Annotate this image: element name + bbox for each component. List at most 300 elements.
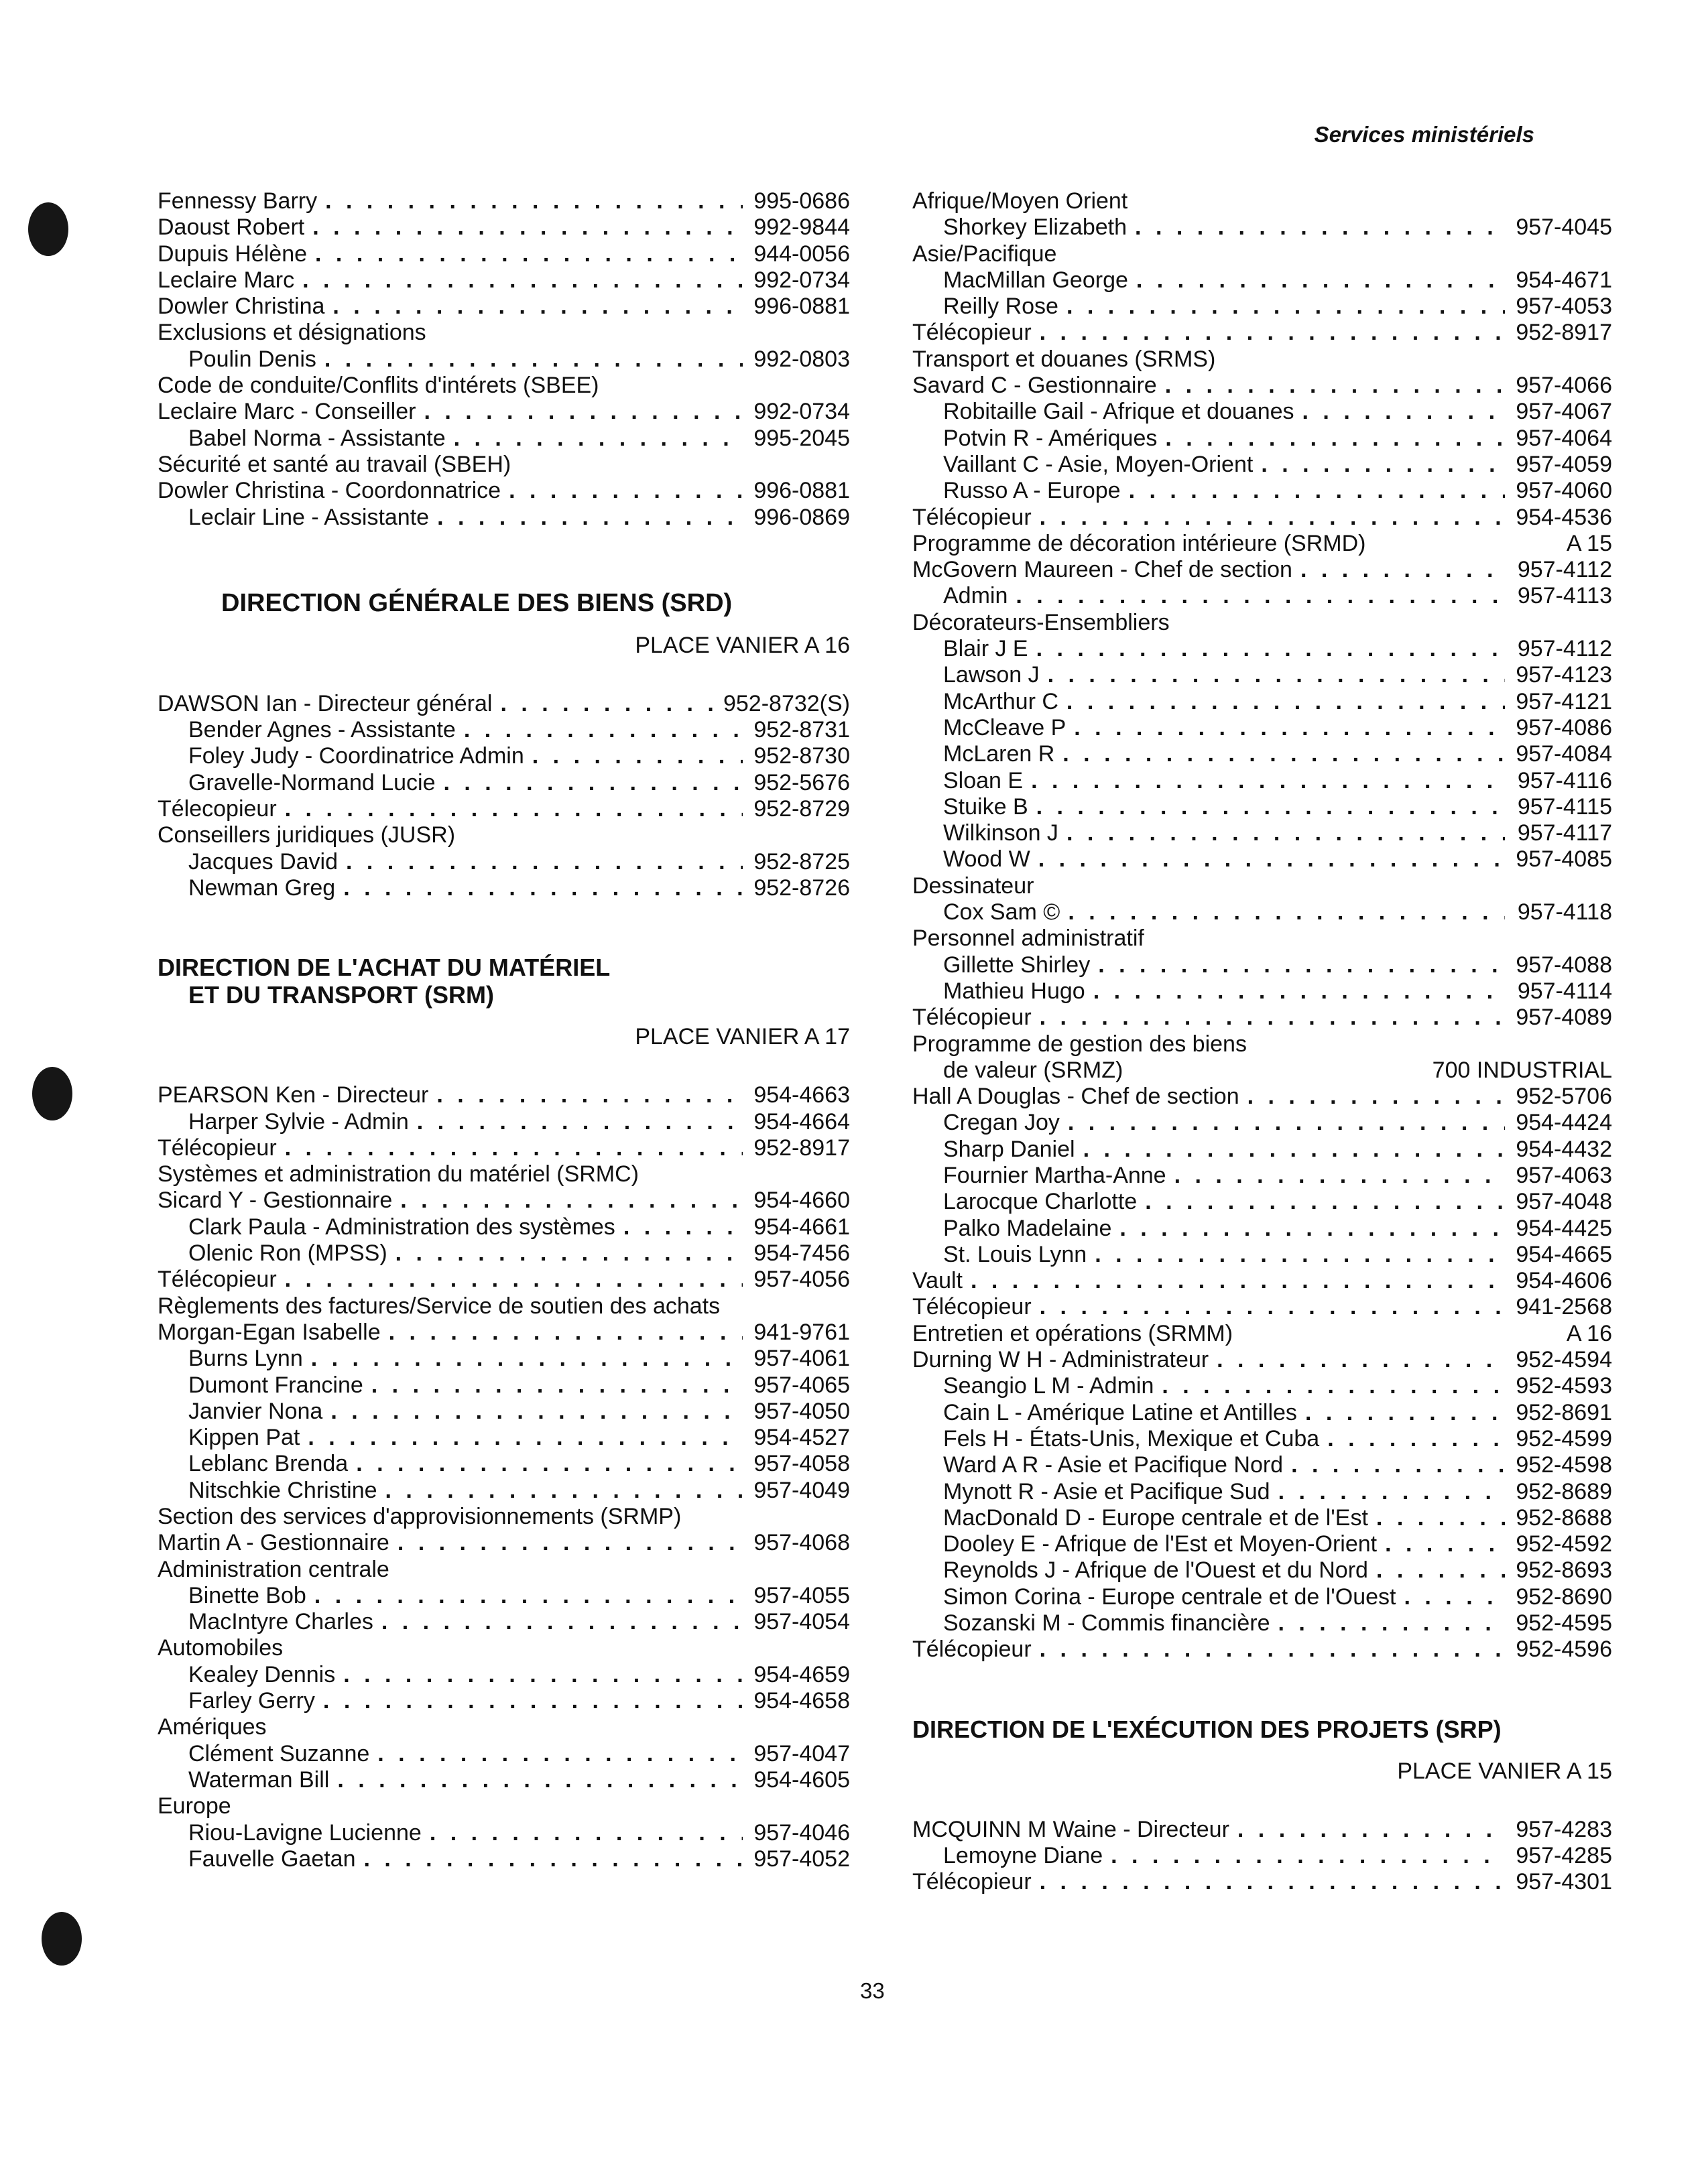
entry-name: Télécopieur xyxy=(912,320,1032,346)
directory-subheading xyxy=(912,241,1612,267)
entry-name: Leclaire Marc xyxy=(158,267,295,293)
dot-leader xyxy=(509,478,743,504)
directory-entry xyxy=(912,1869,1612,1895)
dot-leader xyxy=(436,1082,743,1108)
entry-name: Cregan Joy xyxy=(943,1110,1060,1136)
entry-name: Daoust Robert xyxy=(158,214,305,241)
entry-phone: 952-5676 xyxy=(753,769,850,795)
entry-name: Dupuis Hélène xyxy=(158,241,308,267)
directory-entry xyxy=(912,1373,1612,1399)
dot-leader xyxy=(371,1372,743,1399)
entry-phone: 957-4117 xyxy=(1517,820,1612,846)
entry-phone: 952-8917 xyxy=(753,1135,850,1161)
entry-name: Reilly Rose xyxy=(943,294,1058,320)
directory-entry xyxy=(158,717,850,743)
directory-subheading xyxy=(158,1793,850,1819)
entry-name: Transport et douanes (SRMS) xyxy=(912,346,1216,372)
entry-name: Newman Greg xyxy=(188,875,336,901)
dot-leader xyxy=(311,1346,743,1372)
directory-subheading xyxy=(912,346,1612,373)
directory-subheading xyxy=(912,610,1612,636)
directory-entry xyxy=(158,505,850,531)
entry-phone: 954-4425 xyxy=(1516,1215,1612,1241)
directory-entry xyxy=(158,1346,850,1372)
entry-phone: 957-4086 xyxy=(1516,714,1612,741)
entry-name: Fels H - États-Unis, Mexique et Cuba xyxy=(943,1425,1320,1452)
entry-name: Savard C - Gestionnaire xyxy=(912,373,1157,399)
entry-name: Mathieu Hugo xyxy=(943,978,1085,1004)
dot-leader xyxy=(430,1820,743,1846)
dot-leader xyxy=(312,214,743,241)
entry-phone: 957-4049 xyxy=(753,1477,850,1503)
entry-name: PEARSON Ken - Directeur xyxy=(158,1082,429,1108)
entry-name: Télecopieur xyxy=(158,796,277,822)
dot-leader xyxy=(343,1662,743,1688)
dot-leader xyxy=(417,1109,743,1135)
directory-subheading xyxy=(912,925,1612,952)
directory-subheading xyxy=(158,373,850,399)
entry-name: Kippen Pat xyxy=(188,1425,300,1451)
dot-leader xyxy=(1062,741,1505,767)
directory-entry xyxy=(158,241,850,267)
dot-leader xyxy=(1095,1242,1505,1268)
srd-location: PLACE VANIER A 16 xyxy=(635,632,850,658)
entry-name: MacMillan George xyxy=(943,267,1128,293)
directory-entry xyxy=(912,1110,1612,1136)
directory-entry xyxy=(912,1636,1612,1663)
directory-entry xyxy=(912,1584,1612,1610)
entry-name: Sloan E xyxy=(943,767,1024,793)
entry-name: Conseillers juridiques (JUSR) xyxy=(158,822,456,848)
dot-leader xyxy=(971,1268,1505,1294)
entry-phone: 992-9844 xyxy=(753,214,850,241)
entry-name: Sicard Y - Gestionnaire xyxy=(158,1187,393,1214)
entry-name: Clark Paula - Administration des systèmes xyxy=(188,1214,615,1240)
directory-entry xyxy=(158,1609,850,1635)
entry-phone: 700 INDUSTRIAL xyxy=(1432,1057,1612,1083)
entry-phone: 957-4088 xyxy=(1516,952,1612,978)
entry-name: Entretien et opérations (SRMM) xyxy=(912,1320,1233,1346)
entry-name: Reynolds J - Afrique de l'Ouest et du Nord xyxy=(943,1557,1368,1584)
entry-name: Jacques David xyxy=(188,848,339,875)
dot-leader xyxy=(1036,636,1505,662)
dot-leader xyxy=(1016,583,1505,609)
dot-leader xyxy=(1040,320,1505,346)
entry-phone: 941-2568 xyxy=(1516,1294,1612,1320)
directory-entry xyxy=(912,899,1612,925)
dot-leader xyxy=(464,717,743,743)
dot-leader xyxy=(500,691,717,717)
entry-phone: 954-4660 xyxy=(753,1187,850,1214)
dot-leader xyxy=(1327,1426,1505,1452)
directory-entry xyxy=(158,1530,850,1556)
entry-name: Blair J E xyxy=(943,636,1028,662)
directory-entry xyxy=(158,1372,850,1399)
entry-name: Martin A - Gestionnaire xyxy=(158,1530,389,1556)
entry-name: Sharp Daniel xyxy=(943,1136,1075,1162)
directory-entry xyxy=(912,1057,1612,1084)
entry-phone: 952-4599 xyxy=(1516,1425,1612,1452)
directory-entry xyxy=(912,1817,1612,1843)
dot-leader xyxy=(315,241,743,267)
entry-name: Cox Sam © xyxy=(943,899,1060,925)
directory-entry xyxy=(912,636,1612,662)
directory-entry xyxy=(158,691,850,717)
entry-name: Télécopieur xyxy=(912,1294,1032,1320)
entry-name: Exclusions et désignations xyxy=(158,320,426,346)
directory-entry xyxy=(158,1688,850,1714)
directory-entry xyxy=(158,426,850,452)
entry-phone: 941-9761 xyxy=(753,1319,850,1345)
dot-leader xyxy=(623,1214,743,1240)
directory-entry xyxy=(158,770,850,796)
entry-phone: 992-0734 xyxy=(753,267,850,293)
page-header: Services ministériels xyxy=(1314,122,1534,147)
entry-name: Section des services d'approvisionnements (SRMP) xyxy=(158,1503,682,1529)
entry-phone: 957-4050 xyxy=(753,1398,850,1424)
entry-phone: A 15 xyxy=(1566,530,1612,556)
entry-phone: 952-8725 xyxy=(753,848,850,875)
entry-phone: 952-8732(S) xyxy=(723,690,850,716)
directory-entry xyxy=(158,1135,850,1161)
dot-leader xyxy=(1302,399,1505,425)
directory-entry xyxy=(912,715,1612,741)
dot-leader xyxy=(364,1846,743,1872)
directory-entry xyxy=(912,583,1612,609)
directory-entry xyxy=(912,1843,1612,1869)
directory-subheading xyxy=(158,1714,850,1740)
dot-leader xyxy=(1083,1137,1505,1163)
entry-name: DAWSON Ian - Directeur général xyxy=(158,690,493,716)
dot-leader xyxy=(444,770,743,796)
dot-leader xyxy=(330,1399,743,1425)
entry-name: Télécopieur xyxy=(912,1005,1032,1031)
entry-name: Télécopieur xyxy=(912,1636,1032,1663)
entry-name: Poulin Denis xyxy=(188,346,316,372)
entry-name: Simon Corina - Europe centrale et de l'Ouest xyxy=(943,1584,1396,1610)
srm-location: PLACE VANIER A 17 xyxy=(635,1024,850,1050)
entry-name: Lawson J xyxy=(943,662,1040,688)
dot-leader xyxy=(1376,1557,1505,1584)
dot-leader xyxy=(302,267,743,294)
entry-name: Mynott R - Asie et Pacifique Sud xyxy=(943,1478,1270,1504)
entry-name: de valeur (SRMZ) xyxy=(943,1057,1123,1083)
entry-name: Binette Bob xyxy=(188,1582,306,1608)
directory-entry xyxy=(158,1662,850,1688)
directory-entry xyxy=(158,1820,850,1846)
dot-leader xyxy=(308,1425,743,1451)
dot-leader xyxy=(314,1583,743,1609)
directory-entry xyxy=(912,1242,1612,1268)
entry-phone: 957-4056 xyxy=(753,1267,850,1293)
entry-phone: 957-4112 xyxy=(1517,636,1612,662)
directory-subheading xyxy=(912,188,1612,214)
entry-name: Europe xyxy=(158,1793,231,1819)
entry-phone: 952-8726 xyxy=(753,875,850,901)
dot-leader xyxy=(1291,1452,1505,1478)
directory-entry xyxy=(912,768,1612,794)
entry-name: Automobiles xyxy=(158,1635,284,1661)
entry-name: Vaillant C - Asie, Moyen-Orient xyxy=(943,451,1254,477)
entry-name: St. Louis Lynn xyxy=(943,1241,1087,1267)
entry-name: Stuike B xyxy=(943,793,1028,820)
entry-name: Gravelle-Normand Lucie xyxy=(188,769,436,795)
entry-name: McArthur C xyxy=(943,688,1058,714)
entry-name: Fauvelle Gaetan xyxy=(188,1846,356,1872)
entry-name: Sozanski M - Commis financière xyxy=(943,1610,1270,1636)
entry-phone: 952-4592 xyxy=(1516,1531,1612,1557)
dot-leader xyxy=(1068,899,1505,925)
dot-leader xyxy=(1048,662,1505,688)
dot-leader xyxy=(1136,267,1505,294)
dot-leader xyxy=(424,399,743,425)
directory-subheading xyxy=(158,452,850,478)
dot-leader xyxy=(1067,689,1505,715)
entry-name: Nitschkie Christine xyxy=(188,1477,377,1503)
entry-name: McCleave P xyxy=(943,714,1067,741)
entry-phone: 957-4059 xyxy=(1516,451,1612,477)
directory-subheading xyxy=(158,1557,850,1583)
dot-leader xyxy=(1261,452,1505,478)
directory-entry xyxy=(158,1109,850,1135)
entry-name: Cain L - Amérique Latine et Antilles xyxy=(943,1399,1297,1425)
dot-leader xyxy=(1111,1843,1505,1869)
directory-subheading xyxy=(158,1293,850,1320)
directory-entry xyxy=(912,1505,1612,1531)
entry-phone: 957-4066 xyxy=(1516,373,1612,399)
dot-leader xyxy=(1305,1400,1505,1426)
directory-entry xyxy=(912,662,1612,688)
directory-entry xyxy=(158,1187,850,1214)
directory-entry xyxy=(912,1557,1612,1584)
directory-entry xyxy=(912,1400,1612,1426)
entry-phone: 954-4671 xyxy=(1516,267,1612,293)
directory-entry xyxy=(912,1479,1612,1505)
entry-phone: 954-4663 xyxy=(753,1082,850,1108)
dot-leader xyxy=(1040,1869,1505,1895)
entry-name: Fennessy Barry xyxy=(158,188,318,214)
entry-name: Hall A Douglas - Chef de section xyxy=(912,1084,1239,1110)
entry-phone: 952-8729 xyxy=(753,796,850,822)
entry-phone: 957-4115 xyxy=(1517,793,1612,820)
directory-entry xyxy=(158,849,850,875)
entry-phone: 957-4121 xyxy=(1516,688,1612,714)
entry-phone: 957-4052 xyxy=(753,1846,850,1872)
directory-subheading xyxy=(158,1504,850,1530)
directory-entry xyxy=(158,1267,850,1293)
dot-leader xyxy=(285,1267,743,1293)
dot-leader xyxy=(1067,294,1505,320)
directory-entry xyxy=(912,741,1612,767)
directory-entry xyxy=(158,399,850,425)
page-number: 33 xyxy=(860,1978,885,2003)
entry-name: McLaren R xyxy=(943,741,1055,767)
entry-phone: 957-4123 xyxy=(1516,662,1612,688)
dot-leader xyxy=(1376,1505,1505,1531)
entry-name: Kealey Dennis xyxy=(188,1661,336,1687)
entry-phone: 952-8689 xyxy=(1516,1478,1612,1504)
entry-name: Programme de décoration intérieure (SRMD) xyxy=(912,530,1366,556)
entry-phone: 996-0881 xyxy=(753,478,850,504)
entry-phone: 957-4116 xyxy=(1517,767,1612,793)
entry-phone: 954-4659 xyxy=(753,1661,850,1687)
entry-phone: 957-4045 xyxy=(1516,214,1612,241)
srm-title-line1: DIRECTION DE L'ACHAT DU MATÉRIEL xyxy=(158,954,611,982)
entry-name: Télécopieur xyxy=(158,1135,277,1161)
entry-phone: 957-4048 xyxy=(1516,1189,1612,1215)
entry-phone: 954-4536 xyxy=(1516,504,1612,530)
entry-phone: 954-4606 xyxy=(1516,1268,1612,1294)
entry-phone: 952-8731 xyxy=(753,717,850,743)
directory-entry xyxy=(158,1082,850,1108)
entry-name: MacDonald D - Europe centrale et de l'Est xyxy=(943,1504,1368,1531)
directory-entry xyxy=(158,1399,850,1425)
entry-name: Clément Suzanne xyxy=(188,1740,370,1767)
dot-leader xyxy=(1040,505,1505,531)
dot-leader xyxy=(1217,1347,1505,1373)
binder-hole-bottom xyxy=(42,1912,82,1966)
entry-name: Leclair Line - Assistante xyxy=(188,504,430,530)
directory-subheading xyxy=(158,320,850,346)
entry-phone: 957-4046 xyxy=(753,1819,850,1846)
directory-entry xyxy=(912,1452,1612,1478)
directory-entry xyxy=(912,373,1612,399)
directory-entry xyxy=(158,267,850,294)
entry-phone: 952-8690 xyxy=(1516,1584,1612,1610)
dot-leader xyxy=(1074,715,1505,741)
entry-name: Afrique/Moyen Orient xyxy=(912,188,1128,214)
dot-leader xyxy=(1404,1584,1505,1610)
entry-phone: 952-5706 xyxy=(1516,1084,1612,1110)
directory-entry xyxy=(158,1478,850,1504)
entry-name: Babel Norma - Assistante xyxy=(188,425,446,451)
directory-entry xyxy=(912,478,1612,504)
entry-name: McGovern Maureen - Chef de section xyxy=(912,557,1292,583)
entry-name: Télécopieur xyxy=(912,1869,1032,1895)
dot-leader xyxy=(337,1767,743,1793)
directory-entry xyxy=(158,1214,850,1240)
entry-name: Palko Madelaine xyxy=(943,1215,1112,1241)
entry-phone: 954-4605 xyxy=(753,1767,850,1793)
directory-entry xyxy=(912,1137,1612,1163)
entry-phone: 957-4047 xyxy=(753,1740,850,1767)
entry-name: Foley Judy - Coordinatrice Admin xyxy=(188,743,524,769)
entry-name: Durning W H - Administrateur xyxy=(912,1347,1209,1373)
entry-phone: 957-4085 xyxy=(1516,846,1612,873)
srm-title-line2: ET DU TRANSPORT (SRM) xyxy=(188,981,494,1009)
entry-name: Farley Gerry xyxy=(188,1688,315,1714)
entry-phone: 957-4301 xyxy=(1516,1869,1612,1895)
directory-entry xyxy=(912,557,1612,583)
entry-phone: 957-4112 xyxy=(1517,557,1612,583)
entry-phone: 954-4432 xyxy=(1516,1136,1612,1162)
entry-name: Amériques xyxy=(158,1714,267,1740)
entry-phone: 952-8917 xyxy=(1516,320,1612,346)
directory-entry xyxy=(912,1426,1612,1452)
entry-phone: 954-4661 xyxy=(753,1214,850,1240)
entry-phone: 954-4424 xyxy=(1516,1110,1612,1136)
entry-phone: 954-4527 xyxy=(753,1425,850,1451)
entry-name: Russo A - Europe xyxy=(943,478,1121,504)
dot-leader xyxy=(325,188,743,214)
directory-entry xyxy=(158,743,850,769)
directory-entry xyxy=(912,1216,1612,1242)
entry-phone: 957-4064 xyxy=(1516,425,1612,451)
dot-leader xyxy=(1278,1479,1505,1505)
entry-phone: 992-0803 xyxy=(753,346,850,372)
entry-name: Sécurité et santé au travail (SBEH) xyxy=(158,451,511,477)
right-list xyxy=(912,188,1612,1663)
directory-entry xyxy=(912,1163,1612,1189)
directory-entry xyxy=(158,478,850,504)
directory-subheading xyxy=(912,1031,1612,1057)
directory-entry xyxy=(912,1531,1612,1557)
entry-phone: 995-2045 xyxy=(753,425,850,451)
entry-name: Gillette Shirley xyxy=(943,952,1091,978)
dot-leader xyxy=(1040,1636,1505,1663)
entry-name: Olenic Ron (MPSS) xyxy=(188,1240,387,1267)
srd-title: DIRECTION GÉNÉRALE DES BIENS (SRD) xyxy=(221,588,733,617)
entry-phone: 957-4065 xyxy=(753,1372,850,1398)
entry-phone: 954-4658 xyxy=(753,1688,850,1714)
entry-phone: 957-4061 xyxy=(753,1346,850,1372)
right-column xyxy=(912,188,1612,1896)
intro-list xyxy=(158,188,850,531)
directory-entry xyxy=(912,952,1612,978)
dot-leader xyxy=(1135,214,1505,241)
directory-entry xyxy=(912,399,1612,425)
directory-entry xyxy=(912,214,1612,241)
entry-phone: 957-4063 xyxy=(1516,1162,1612,1188)
directory-entry xyxy=(912,1321,1612,1347)
dot-leader xyxy=(389,1320,743,1346)
entry-name: Leblanc Brenda xyxy=(188,1451,349,1477)
dot-leader xyxy=(1145,1189,1505,1215)
dot-leader xyxy=(1040,1005,1505,1031)
directory-subheading xyxy=(158,1635,850,1661)
directory-entry xyxy=(912,794,1612,820)
entry-phone: 957-4089 xyxy=(1516,1005,1612,1031)
entry-name: Systèmes et administration du matériel (SRMC) xyxy=(158,1161,639,1187)
binder-hole-top xyxy=(28,202,68,256)
entry-phone: 954-4665 xyxy=(1516,1241,1612,1267)
entry-phone: 957-4060 xyxy=(1516,478,1612,504)
dot-leader xyxy=(1036,794,1505,820)
directory-entry xyxy=(158,294,850,320)
entry-name: Burns Lynn xyxy=(188,1346,303,1372)
entry-phone: 957-4118 xyxy=(1517,899,1612,925)
entry-name: Personnel administratif xyxy=(912,925,1144,952)
directory-entry xyxy=(158,214,850,241)
srd-list xyxy=(158,691,850,901)
srm-list xyxy=(158,1082,850,1872)
directory-entry xyxy=(158,1583,850,1609)
entry-phone: 952-8693 xyxy=(1516,1557,1612,1584)
entry-name: Dumont Francine xyxy=(188,1372,363,1398)
entry-phone: A 16 xyxy=(1566,1320,1612,1346)
dot-leader xyxy=(1093,978,1505,1005)
entry-name: Administration centrale xyxy=(158,1556,389,1582)
entry-name: Code de conduite/Conflits d'intérets (SBEE) xyxy=(158,373,599,399)
entry-phone: 957-4113 xyxy=(1517,583,1612,609)
entry-phone: 957-4283 xyxy=(1516,1816,1612,1842)
entry-phone: 957-4058 xyxy=(753,1451,850,1477)
directory-entry xyxy=(912,426,1612,452)
srp-title: DIRECTION DE L'EXÉCUTION DES PROJETS (SRP) xyxy=(912,1715,1502,1743)
directory-entry xyxy=(912,1610,1612,1636)
entry-name: Riou-Lavigne Lucienne xyxy=(188,1819,422,1846)
directory-entry xyxy=(158,1425,850,1451)
